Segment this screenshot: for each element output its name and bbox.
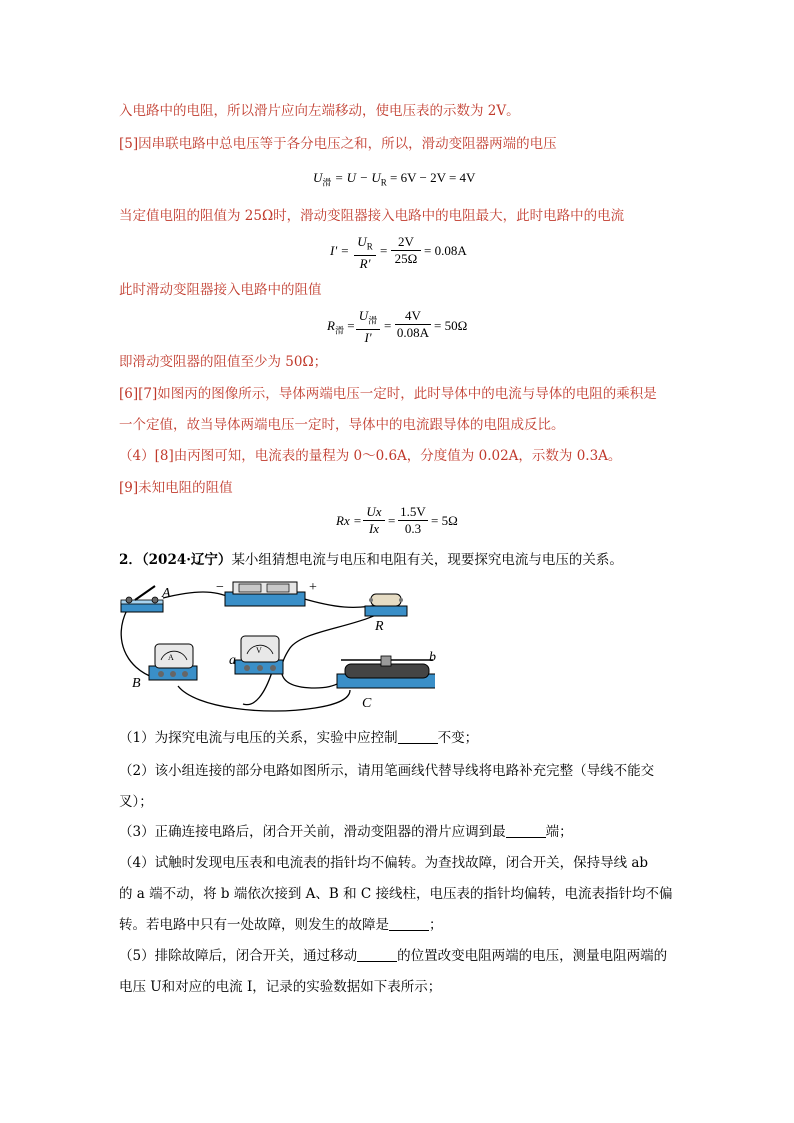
answer-blank[interactable] [506,823,546,838]
resistor [365,594,407,616]
solution-line-6: [6][7]如图丙的图像所示，导体两端电压一定时，此时导体中的电流与导体的电阻的乘积是 [119,386,657,402]
question-2-part-2-line-1: （2）该小组连接的部分电路如图所示，请用笔画线代替导线将电路补充完整（导线不能交 [119,763,655,779]
question-2-stem: 2．（2024·辽宁）某小组猜想电流与电压和电阻有关，现要探究电流与电压的关系。 [119,552,623,568]
question-2-part-5-line-2: 电压 U和对应的电流 I，记录的实验数据如下表所示； [119,979,442,995]
answer-blank[interactable] [357,947,397,962]
question-2-part-4-line-3: 转。若电路中只有一处故障，则发生的故障是 ； [119,917,443,933]
voltmeter-dial-label: V [256,646,262,655]
solution-line-5: 即滑动变阻器的阻值至少为 50Ω； [119,354,328,370]
answer-blank[interactable] [389,916,429,931]
label-B: B [132,676,141,691]
label-A: A [162,586,171,601]
question-2-part-5-line-1: （5）排除故障后，闭合开关，通过移动 的位置改变电阻两端的电压，测量电阻两端的 [119,948,668,964]
label-minus: − [216,580,224,595]
answer-blank[interactable] [398,729,438,744]
label-b: b [429,650,436,665]
ammeter [149,644,197,680]
solution-line-4: 此时滑动变阻器接入电路中的阻值 [119,282,322,298]
label-R: R [375,619,384,634]
label-plus: + [309,580,317,595]
battery-box [225,582,305,606]
solution-line-7: 一个定值，故当导体两端电压一定时，导体中的电流跟导体的电阻成反比。 [119,417,565,433]
ammeter-dial-label: A [168,653,174,662]
question-2-part-4-line-1: （4）试触时发现电压表和电流表的指针均不偏转。为查找故障，闭合开关，保持导线 ab [119,855,649,871]
solution-line-3: 当定值电阻的阻值为 25Ω时，滑动变阻器接入电路中的电阻最大，此时电路中的电流 [119,208,625,224]
label-C: C [362,696,372,711]
switch [121,586,163,612]
solution-line-2: [5]因串联电路中总电压等于各分电压之和，所以，滑动变阻器两端的电压 [119,136,557,152]
solution-line-9: [9]未知电阻的阻值 [119,480,233,496]
voltmeter [235,636,283,674]
question-2-part-3: （3）正确连接电路后，闭合开关前，滑动变阻器的滑片应调到最 端； [119,824,573,840]
label-a: a [229,653,236,668]
solution-line-8: （4）[8]由丙图可知，电流表的量程为 0～0.6A，分度值为 0.02A，示数为 0.3A。 [119,448,622,464]
question-2-part-1: （1）为探究电流与电压的关系，实验中应控制 不变； [119,730,479,746]
question-2-part-4-line-2: 的 a 端不动，将 b 端依次接到 A、B 和 C 接线柱，电压表的指针均偏转，电流表指针均不偏 [119,886,673,902]
equation-1: $U_滑 = U - U_R = 6V - 2V = 4V$ [313,170,476,188]
question-2-part-2-line-2: 叉）； [119,794,153,810]
rheostat [337,656,435,688]
solution-line-1: 入电路中的电阻，所以滑片应向左端移动，使电压表的示数为 2V。 [119,103,520,119]
